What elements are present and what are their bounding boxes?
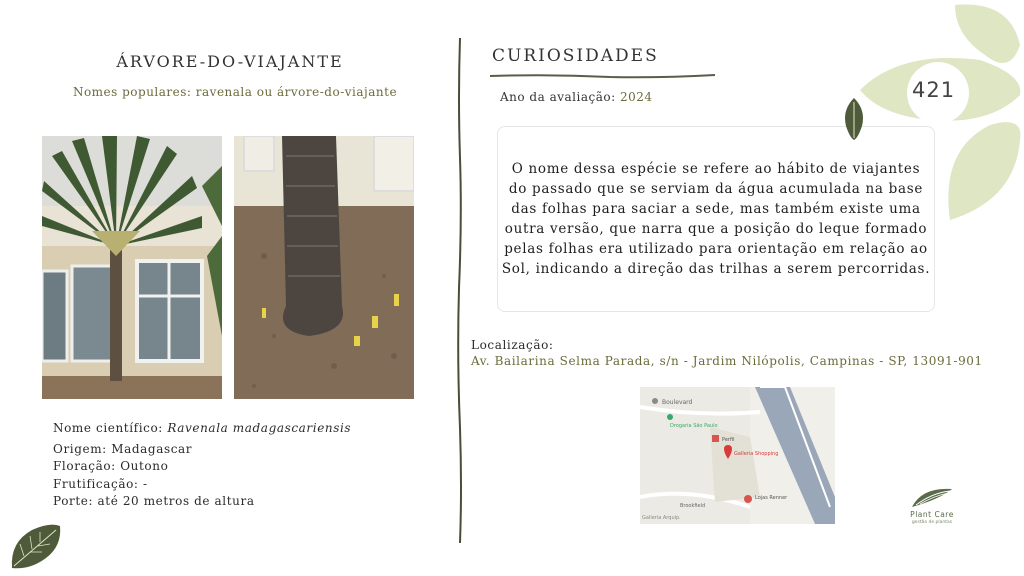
species-number-badge: 421 — [912, 78, 956, 102]
column-divider — [456, 38, 464, 543]
year-label: Ano da avaliação: — [500, 90, 620, 104]
location-map[interactable] — [640, 387, 835, 524]
corner-leaf-icon — [10, 522, 62, 570]
decorative-leaves — [860, 0, 1024, 230]
location-label: Localização: — [471, 338, 554, 352]
species-specs — [53, 420, 351, 511]
map-label: Galleria Shopping — [734, 451, 779, 457]
fruiting-row: Frutificação: - — [53, 476, 148, 491]
map-label: Brookfield — [680, 503, 706, 509]
flowering-row: Floração: Outono — [53, 459, 169, 473]
scientific-name-row — [53, 420, 351, 438]
origin-row: Origem: Madagascar — [53, 441, 193, 456]
tree-photo-building — [42, 136, 222, 399]
curiosities-title: CURIOSIDADES — [492, 46, 659, 66]
evaluation-year — [500, 90, 653, 104]
map-label: Boulevard — [662, 399, 693, 406]
size-row: Porte: até 20 metros de altura — [53, 494, 255, 508]
logo-name: Plant Care — [910, 510, 954, 519]
map-label: Perfil — [722, 437, 735, 443]
map-label: Drogaria São Paulo — [670, 423, 718, 429]
year-value: 2024 — [619, 90, 653, 104]
tree-trunk-photo — [234, 136, 414, 399]
page-title: ÁRVORE-DO-VIAJANTE — [116, 52, 344, 71]
plant-care-logo-icon — [902, 485, 962, 525]
location-address[interactable]: Av. Bailarina Selma Parada, s/n - Jardim Nilópolis, Campinas - SP, 13091-901 — [471, 354, 983, 368]
map-label: Lojas Renner — [755, 495, 788, 501]
popular-names: Nomes populares: ravenala ou árvore-do-viajante — [72, 85, 398, 99]
scientific-name-label: Nome científico: — [53, 421, 168, 435]
curiosity-text: O nome dessa espécie se refere ao hábito de viajantes do passado que se serviam da água acumulada na base das folhas para saciar a sede, mas também existe uma outra versão, que narra que a posição do leque formado pelas folhas era utilizado para orientação em relação ao Sol, indicando a direção das trilhas a serem percorridas. — [501, 161, 931, 277]
title-underline — [490, 66, 715, 76]
scientific-name-value: Ravenala madagascariensis — [167, 421, 352, 435]
map-label: Galleria Arquip. — [642, 515, 681, 521]
small-leaf-icon — [842, 98, 866, 140]
logo-subtitle: gestão de plantas — [911, 520, 953, 525]
